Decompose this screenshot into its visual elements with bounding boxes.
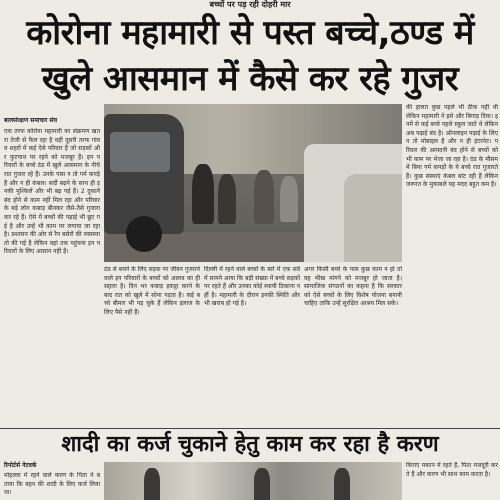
article-kicker: बच्चों पर पड़ रही दोहरी मार bbox=[209, 0, 291, 9]
photo-person bbox=[254, 170, 274, 224]
article-column-right: की हालत कुछ पहले भी ठीक नहीं थी लेकिन महामारी ने इसे और बिगाड़ दिया। इनमें से कई बच्चे पहले स्कूल जाते थे लेकिन अब पढ़ाई बंद है। ऑनलाइन पढ़ाई के लिए न तो मोबाइल है और न ही इंटरनेट। परिवार की आमदनी बंद होने से बच्चों को भी काम पर भेजा जा रहा है। ठंड के मौसम में बिना गर्म कपड़ों के ये बच्चे रात गुजारते हैं। कुछ संस्थाएं कंबल बांट रही हैं लेकिन जरूरत के मुकाबले यह मदद बहुत कम है। bbox=[406, 104, 498, 189]
article-column-left: एक तरफ कोरोना महामारी का संक्रमण खतरा तेजी से फैल रहा है वहीं दूसरी तरफ गांव व शहरों में कई ऐसे परिवार हैं जो सड़कों और फुटपाथ पर रहने को मजबूर हैं। इन परिवारों के बच्चे ठंड में खुले आसमान के नीचे रात गुजार रहे हैं। उनके पास न तो गर्म कपड़े हैं और न ही कंबल। सर्दी बढ़ने के साथ ही इनकी मुश्किलें और भी बढ़ गई हैं। 2 दुकानें बंद होने से काम नहीं मिल रहा और परिवार के बड़े लोग कबाड़ बीनकर जैसे-तैसे गुजारा कर रहे हैं। ऐसे में बच्चों की पढ़ाई भी छूट गई है और उन्हें भी काम पर लगाया जा रहा है। प्रशासन की ओर से रैन बसेरों की व्यवस्था तो की गई है लेकिन वहां तक पहुंचना इन परिवारों के लिए आसान नहीं है। bbox=[4, 128, 100, 256]
photo-person bbox=[254, 468, 270, 500]
article-photo bbox=[104, 104, 402, 262]
photo-person bbox=[334, 468, 350, 500]
section-divider bbox=[0, 428, 500, 429]
headline-line-2: खुले आसमान में कैसे कर रहे गुजर bbox=[41, 59, 459, 99]
headline-line-1: कोरोना महामारी से पस्त बच्चे,ठण्ड में bbox=[26, 13, 474, 53]
second-story-column-left: मोहल्ला में रहने वाले करण के पिता ने बताया कि बहन की शादी के लिए कर्ज लिया था। bbox=[4, 472, 100, 497]
photo-sack bbox=[344, 174, 402, 262]
photo-car-window bbox=[110, 132, 170, 172]
photo-person bbox=[218, 174, 236, 224]
photo-person bbox=[144, 468, 160, 500]
article-byline: बालसंरक्षण समाचार संघ bbox=[4, 117, 57, 124]
article-column-body-2: दिल्ली में रहने वाले बच्चों के बारे में एक सर्वे में सामने आया कि बड़ी संख्या में बच्चे सड़कों पर रहते हैं और उनका कोई स्थायी ठिकाना नहीं है। महामारी के दौरान इनकी स्थिति और भी खराब हो गई है। bbox=[204, 266, 300, 308]
photo-car-wheel bbox=[126, 216, 162, 252]
second-story-headline: शादी का कर्ज चुकाने हेतु काम कर रहा है करण bbox=[61, 432, 439, 457]
article-column-body-1: ठंड से बचने के लिए सड़क पर जीवन गुजारने वाले इन परिवारों के बच्चों को अलाव का ही सहारा है। दिन भर कबाड़ इकट्ठा करने के बाद रात को खुले में सोना पड़ता है। कई बच्चे बीमार भी पड़ चुके हैं लेकिन इलाज के लिए पैसे नहीं हैं। bbox=[104, 266, 200, 316]
second-story-byline: रिपोर्टर्स नेटवर्क bbox=[4, 462, 37, 469]
article-column-body-3: अगर किसी बच्चे के पास कुछ काम न हो तो वह भीख मांगने को मजबूर हो जाता है। सामाजिक संगठनों का कहना है कि सरकार को ऐसे बच्चों के लिए विशेष योजना बनानी चाहिए ताकि उन्हें सुरक्षित आश्रय मिल सके। bbox=[304, 266, 402, 308]
second-story-column-right: किराए मकान में रहते हैं, पिता मजदूरी करते हैं और करण भी साथ काम करता है। bbox=[406, 462, 498, 478]
photo-person bbox=[280, 176, 298, 222]
second-story-photo bbox=[104, 462, 402, 500]
photo-person bbox=[192, 164, 214, 224]
